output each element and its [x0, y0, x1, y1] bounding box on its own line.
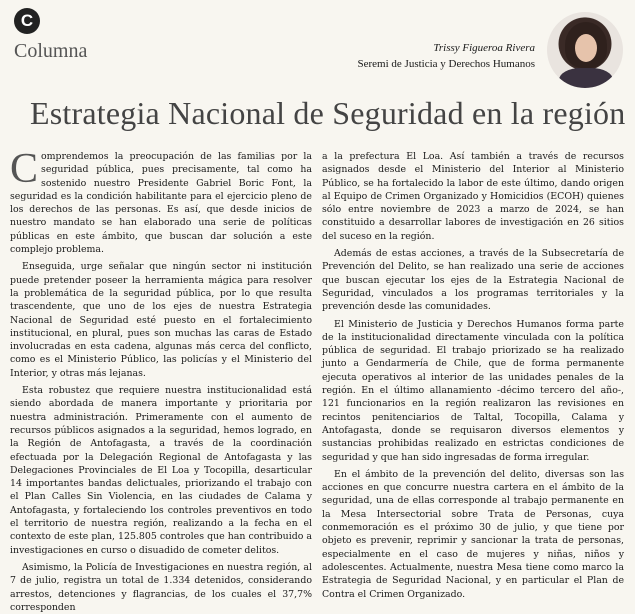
section-label: Columna — [14, 40, 88, 62]
paragraph: Además de estas acciones, a través de la Subsecretaría de Prevención del Delito, se han realizado una serie de acciones que buscan ejecutar los ejes de la Estrategia Nacional de Seguridad, vinculados a los programas territoriales y la prevención desde las comunidades. — [322, 248, 624, 313]
paragraph: Esta robustez que requiere nuestra institucionalidad está siendo abordada de manera importante y prioritaria por nuestra administración. Primeramente con el aumento de recursos públicos asignados a la seguridad, hemos logrado, en la Región de Antofagasta, a través de la coordinación efectuada por la Delegación Regional de Antofagasta y las Delegaciones Provinciales de El Loa y Tocopilla, desarticular 14 importantes bandas delictuales, priorizando el trabajo con el Plan Calles Sin Violencia, en las ciudades de Calama y Antofagasta, y fortaleciendo los controles preventivos en todo el territorio de nuestra región, realizando a la fecha en el contexto de este plan, 125.805 controles que han contribuido a investigaciones en curso o disuadido de cometer delitos. — [10, 385, 312, 556]
paragraph: a la prefectura El Loa. Así también a través de recursos asignados desde el Ministerio del Interior al Ministerio Público, se ha fortalecido la labor de este último, dando origen al Equipo de Crimen Organizado y Homicidios (ECOH) quienes sólo entre noviembre de 2023 a marzo de 2024, se han constituido a desarrollar labores de investigación en 26 sitios del suceso en la región. — [322, 151, 624, 242]
paragraph: En el ámbito de la prevención del delito, diversas son las acciones en que concurre nuestra cartera en el ámbito de la seguridad, una de ellas corresponde al trabajo permanente en la Mesa Intersectorial sobre Trata de Personas, cuya conmemoración es el próximo 30 de julio, y que tiene por objeto es prevenir, reprimir y sancionar la trata de personas, especialmente en el caso de mujeres y niñas, niños y adolescentes. Actualmente, nuestra Mesa tiene como marco la Estrategia de Seguridad Nacional, y en particular el Plan de Contra el Crimen Organizado. — [322, 468, 624, 600]
paragraph — [10, 146, 312, 256]
column-badge: C — [14, 8, 40, 34]
paragraph: El Ministerio de Justicia y Derechos Humanos forma parte de la institucionalidad directamente vinculada con la política pública de seguridad. El trabajo priorizado se ha realizado junto a Gendarmería de Chile, que de forma permanente ejecuta operativos al interior de las unidades penales de la región. En el último allanamiento -décimo tercero del año-, 121 funcionarios en la región realizaron las revisiones en recintos penitenciarios de Taltal, Tocopilla, Calama y Antofagasta, donde se requisaron diversos elementos y sustancias prohibidas realizado en estrictas condiciones de seguridad y que han sido ingresadas de forma irregular. — [322, 318, 624, 463]
author-block — [358, 42, 535, 70]
author-role: Seremi de Justicia y Derechos Humanos — [357, 58, 535, 70]
article-column-1 — [10, 146, 312, 613]
author-photo-face — [575, 34, 597, 62]
article-title: Estrategia Nacional de Seguridad en la región — [30, 95, 626, 131]
paragraph: Enseguida, urge señalar que ningún sector ni institución puede pretender poseer la herramienta mágica para resolver la problemática de la seguridad pública, por lo que resulta trascendente, que uno de los ejes de nuestra Estrategia Nacional de Seguridad esté puesto en el fortalecimiento institucional, en plural, pues son muchas las caras de Estado involucradas en esta cadena, algunas más cerca del conflicto, como es el Ministerio Público, las policías y el Ministerio del Interior, y otras más lejanas. — [10, 261, 312, 379]
paragraph-text: omprendemos la preocupación de las familias por la seguridad pública, pues precisamente, tal como ha sostenido nuestro Presidente Gabriel Boric Font, la seguridad es la condición habilitante para el ejercicio pleno de los derechos de las personas. Es así, que desde inicios de nuestro mandato se han elaborado una serie de políticas públicas en este ámbito, que buscan dar solución a este complejo problema. — [10, 151, 312, 256]
drop-cap: C — [10, 146, 39, 192]
article-body — [10, 146, 624, 613]
author-photo-shirt — [559, 68, 613, 88]
article-column-2 — [322, 150, 624, 598]
author-photo — [547, 12, 623, 88]
author-name: Trissy Figueroa Rivera — [433, 42, 535, 54]
paragraph: Asimismo, la Policía de Investigaciones en nuestra región, al 7 de julio, registra un total de 1.334 detenidos, considerando arrestos, detenciones y flagrancias, de los cuales el 37,7% corresponden — [10, 561, 312, 613]
